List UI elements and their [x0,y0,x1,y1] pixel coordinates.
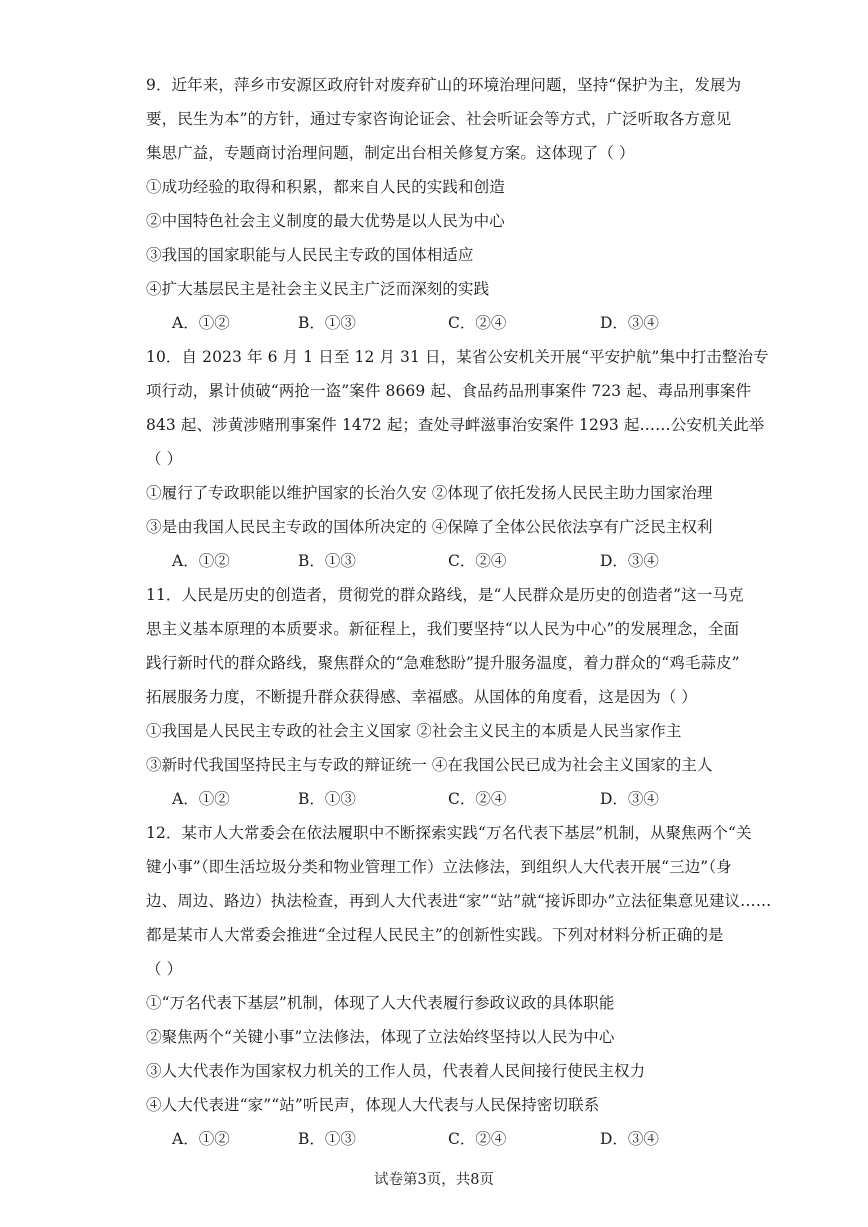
question-text: 拓展服务力度，不断提升群众获得感、幸福感。从国体的角度看，这是因为（ ） [146,688,698,706]
question-bracket: （ ） [146,450,183,468]
statement-4: ④人大代表进“家”“站”听民声，体现人大代表与人民保持密切联系 [146,1096,600,1114]
option-a[interactable]: A．①② [172,790,230,808]
question-text: 9．近年来，萍乡市安源区政府针对废弃矿山的环境治理问题，坚持“保护为主，发展为 [146,76,742,94]
option-d[interactable]: D．③④ [600,1130,659,1148]
statements-1-2: ①我国是人民民主专政的社会主义国家 ②社会主义民主的本质是人民当家作主 [146,722,682,740]
question-text: 12．某市人大常委会在依法履职中不断探索实践“万名代表下基层”机制，从聚焦两个“关 [146,824,752,842]
page-footer: 试卷第3页，共8页 [374,1172,494,1188]
option-c[interactable]: C．②④ [448,314,507,332]
option-a[interactable]: A．①② [172,1130,230,1148]
option-d[interactable]: D．③④ [600,314,659,332]
statements-1-2: ①履行了专政职能以维护国家的长治久安 ②体现了依托发扬人民民主助力国家治理 [146,484,713,502]
statement-3: ③人大代表作为国家权力机关的工作人员，代表着人民间接行使民主权力 [146,1062,646,1080]
question-9 [146,68,836,340]
option-c[interactable]: C．②④ [448,1130,507,1148]
question-bracket: （ ） [146,960,183,978]
option-b[interactable]: B．①③ [298,1130,356,1148]
question-text: 10．自 2023 年 6 月 1 日至 12 月 31 日，某省公安机关开展“平安护航”集中打击整治专 [146,348,769,366]
statement-4: ④扩大基层民主是社会主义民主广泛而深刻的实践 [146,280,490,298]
option-b[interactable]: B．①③ [298,790,356,808]
statement-2: ②中国特色社会主义制度的最大优势是以人民为中心 [146,212,505,230]
statement-1: ①“万名代表下基层”机制，体现了人大代表履行参政议政的具体职能 [146,994,615,1012]
question-text: 都是某市人大常委会推进“全过程人民民主”的创新性实践。下列对材料分析正确的是 [146,926,724,944]
question-text: 843 起、涉黄涉赌刑事案件 1472 起；查处寻衅滋事治安案件 1293 起……公安机关此举 [146,416,765,434]
question-text: 边、周边、路边）执法检查，再到人大代表进“家”“站”就“接诉即办”立法征集意见建议…… [146,892,772,910]
option-d[interactable]: D．③④ [600,790,659,808]
option-a[interactable]: A．①② [172,314,230,332]
question-10 [146,340,836,578]
option-d[interactable]: D．③④ [600,552,659,570]
answer-options [146,544,836,578]
statement-3: ③我国的国家职能与人民民主专政的国体相适应 [146,246,474,264]
question-12 [146,816,836,1156]
option-a[interactable]: A．①② [172,552,230,570]
question-text: 践行新时代的群众路线，聚焦群众的“急难愁盼”提升服务温度，着力群众的“鸡毛蒜皮” [146,654,740,672]
question-text: 项行动，累计侦破“两抢一盗”案件 8669 起、食品药品刑事案件 723 起、毒品刑事案件 [146,382,752,400]
option-c[interactable]: C．②④ [448,790,507,808]
option-b[interactable]: B．①③ [298,552,356,570]
answer-options [146,306,836,340]
statements-3-4: ③新时代我国坚持民主与专政的辩证统一 ④在我国公民已成为社会主义国家的主人 [146,756,713,774]
question-text: 思主义基本原理的本质要求。新征程上，我们要坚持“以人民为中心”的发展理念，全面 [146,620,740,638]
statement-1: ①成功经验的取得和积累，都来自人民的实践和创造 [146,178,505,196]
question-text: 要，民生为本”的方针，通过专家咨询论证会、社会听证会等方式，广泛听取各方意见 [146,110,732,128]
statement-2: ②聚焦两个“关键小事”立法修法，体现了立法始终坚持以人民为中心 [146,1028,615,1046]
answer-options [146,1122,836,1156]
question-text: 键小事”（即生活垃圾分类和物业管理工作）立法修法，到组织人大代表开展“三边”（身 [146,858,732,876]
option-b[interactable]: B．①③ [298,314,356,332]
option-c[interactable]: C．②④ [448,552,507,570]
question-11 [146,578,836,816]
question-text: 11．人民是历史的创造者，贯彻党的群众路线，是“人民群众是历史的创造者”这一马克 [146,586,744,604]
question-text: 集思广益，专题商讨治理问题，制定出台相关修复方案。这体现了（ ） [146,144,635,162]
statements-3-4: ③是由我国人民民主专政的国体所决定的 ④保障了全体公民依法享有广泛民主权利 [146,518,713,536]
answer-options [146,782,836,816]
